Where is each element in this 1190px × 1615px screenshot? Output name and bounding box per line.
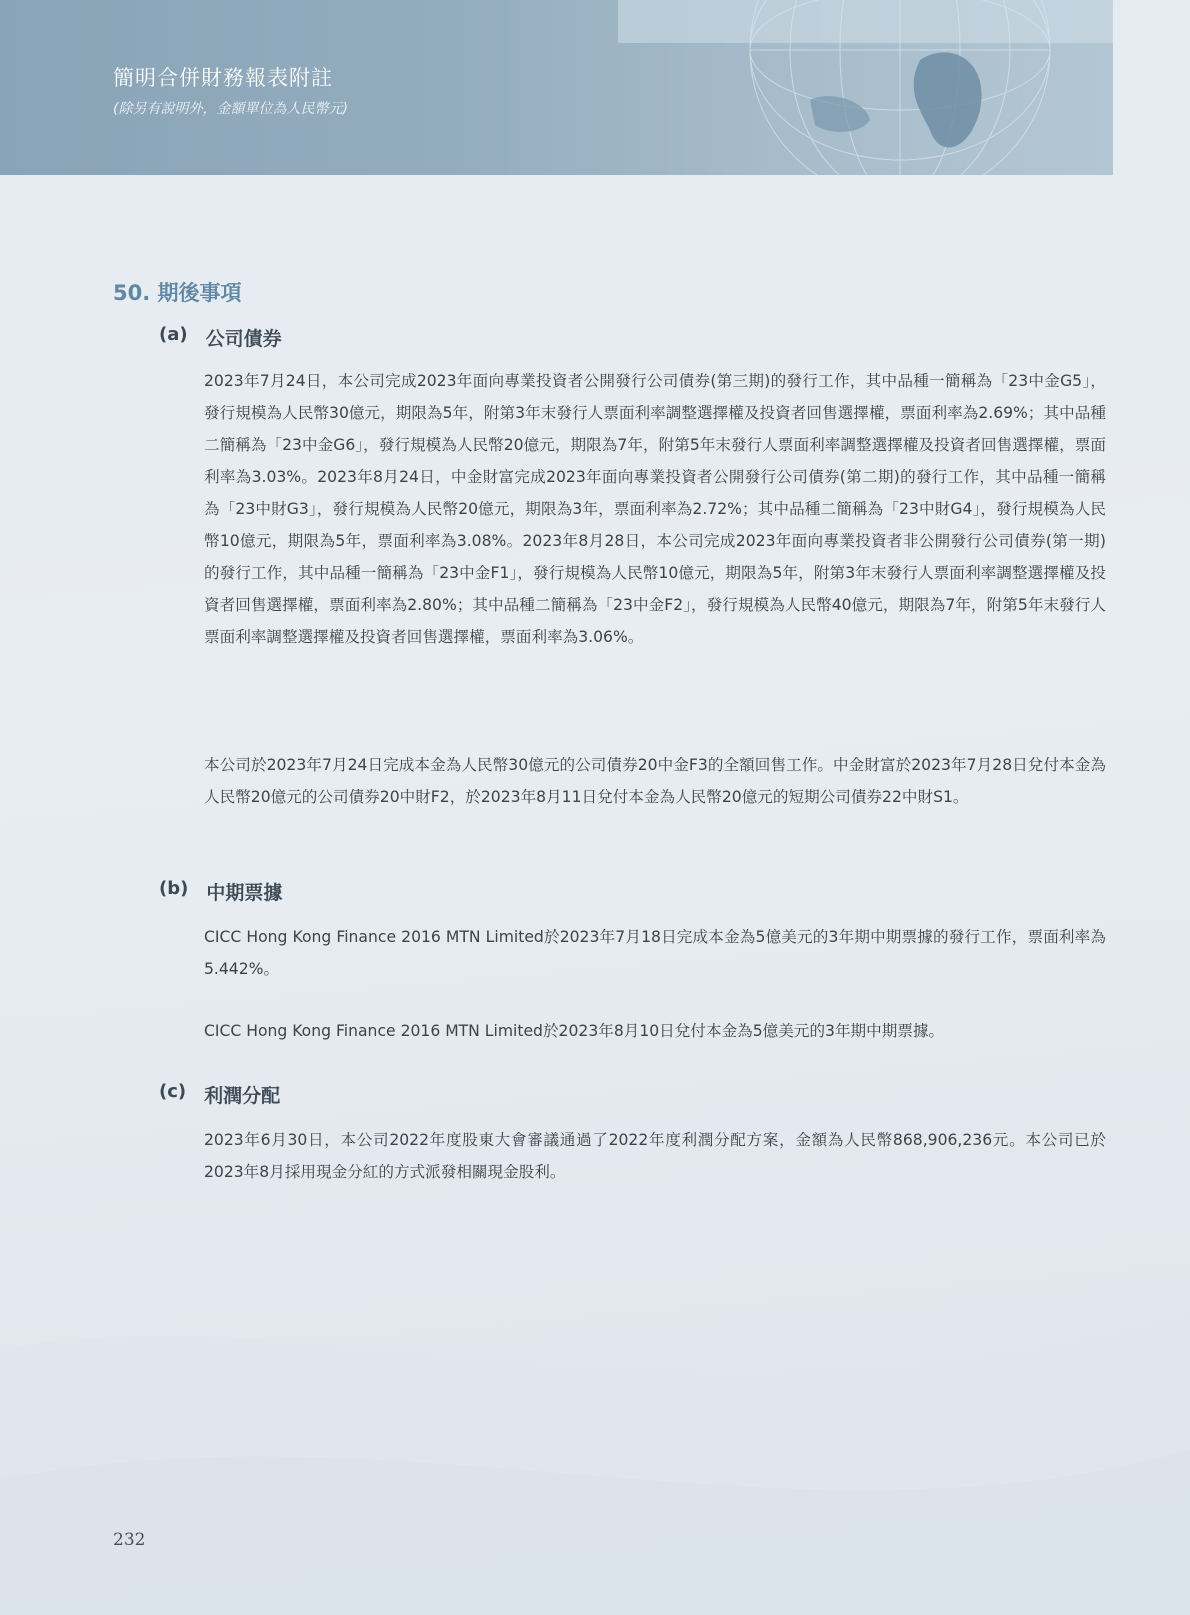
- subsection-title: 公司債券: [205, 328, 282, 350]
- page-number: 232: [113, 1530, 146, 1550]
- subsection-title: 利潤分配: [204, 1085, 281, 1107]
- subsection-b-heading: [159, 878, 282, 905]
- subsection-title: 中期票據: [206, 882, 283, 904]
- header-title: 簡明合併財務報表附註: [113, 66, 333, 90]
- paragraph-b1: CICC Hong Kong Finance 2016 MTN Limited於2023年7月18日完成本金為5億美元的3年期中期票據的發行工作，票面利率為5.442%。: [204, 928, 1106, 978]
- paragraph-a1: 2023年7月24日，本公司完成2023年面向專業投資者公開發行公司債券(第三期)的發行工作，其中品種一簡稱為「23中金G5」，發行規模為人民幣30億元，期限為5年，附第3年末發行人票面利率調整選擇權及投資者回售選擇權，票面利率為2.69%；其中品種二簡稱為「23中金G6」，發行規模為人民幣20億元，期限為7年，附第5年末發行人票面利率調整選擇權及投資者回售選擇權，票面利率為3.03%。2023年8月24日，中金財富完成2023年面向專業投資者公開發行公司債券(第二期)的發行工作，其中品種一簡稱為「23中財G3」，發行規模為人民幣20億元，期限為3年，票面利率為2.72%；其中品種二簡稱為「23中財G4」，發行規模為人民幣10億元，期限為5年，票面利率為3.08%。2023年8月28日，本公司完成2023年面向專業投資者非公開發行公司債券(第一期)的發行工作，其中品種一簡稱為「23中金F1」，發行規模為人民幣10億元，期限為5年，附第3年末發行人票面利率調整選擇權及投資者回售選擇權，票面利率為2.80%；其中品種二簡稱為「23中金F2」，發行規模為人民幣40億元，期限為7年，附第5年末發行人票面利率調整選擇權及投資者回售選擇權，票面利率為3.06%。: [204, 372, 1106, 646]
- header-banner: [0, 0, 1113, 175]
- subsection-label: (c): [159, 1081, 187, 1102]
- subsection-label: (b): [159, 878, 189, 899]
- subsection-a-heading: [159, 324, 282, 351]
- paragraph-a2: 本公司於2023年7月24日完成本金為人民幣30億元的公司債券20中金F3的全額回售工作。中金財富於2023年7月28日兌付本金為人民幣20億元的公司債券20中財F2，於2023年8月11日兌付本金為人民幣20億元的短期公司債券22中財S1。: [204, 756, 1106, 806]
- paragraph-c1: 2023年6月30日，本公司2022年度股東大會審議通過了2022年度利潤分配方案，金額為人民幣868,906,236元。本公司已於2023年8月採用現金分紅的方式派發相關現金股利。: [204, 1131, 1106, 1181]
- section-heading: [113, 277, 242, 307]
- section-title: 期後事項: [157, 281, 242, 305]
- section-number: 50.: [113, 281, 151, 305]
- globe-illustration: [690, 0, 1110, 175]
- background-wave: [0, 1230, 1190, 1615]
- subsection-c-heading: [159, 1081, 280, 1108]
- paragraph-b2: CICC Hong Kong Finance 2016 MTN Limited於2023年8月10日兌付本金為5億美元的3年期中期票據。: [204, 1022, 945, 1040]
- subsection-label: (a): [159, 324, 188, 345]
- header-subtitle: (除另有說明外，金額單位為人民幣元): [113, 101, 348, 117]
